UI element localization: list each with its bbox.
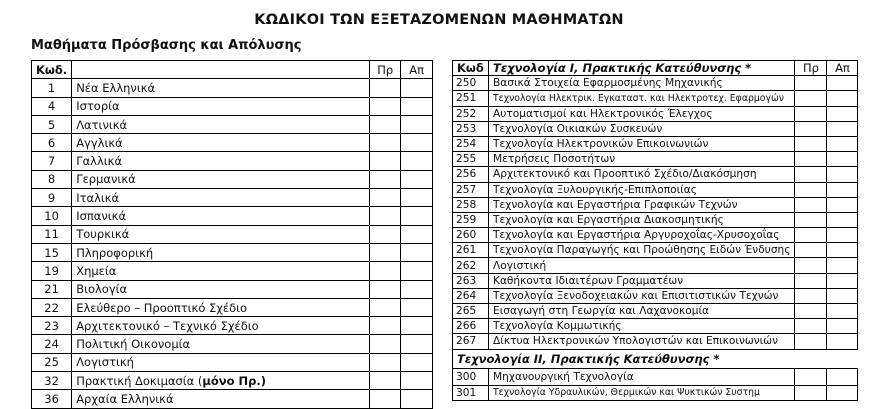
row-name: Τεχνολογία και Εργαστήρια Αργυροχοΐας-Χρυσοχοΐας [489, 228, 795, 243]
table-row [453, 243, 858, 258]
right-codes-table [452, 60, 858, 401]
row-name: Τεχνολογία και Εργαστήρια Γραφικών Τεχνών [489, 197, 795, 212]
row-name-text: Αρχαία Ελληνικά [76, 391, 174, 406]
row-name [72, 335, 370, 353]
row-ap-cell [401, 189, 433, 207]
table-row [453, 121, 858, 136]
row-pr-cell [795, 273, 827, 288]
row-name-bold: μόνο Πρ.) [202, 373, 266, 388]
section-row [453, 349, 858, 368]
row-name-text: Νέα Ελληνικά [76, 80, 156, 95]
table-row [453, 167, 858, 182]
row-code: 261 [453, 243, 489, 258]
row-name-text: Αρχιτεκτονικό – Τεχνικό Σχέδιο [76, 318, 259, 333]
row-name: Τεχνολογία Παραγωγής και Προώθησης Ειδών Ένδυσης [489, 243, 795, 258]
table-row [32, 335, 433, 353]
table-row [453, 152, 858, 167]
row-code: 257 [453, 182, 489, 197]
row-ap-cell [401, 134, 433, 152]
row-code: 6 [32, 134, 72, 152]
row-pr-cell [370, 298, 401, 316]
row-name: Μηχανουργική Τεχνολογία [489, 368, 795, 385]
row-name-text: Πρακτική Δοκιμασία ( [76, 373, 203, 388]
table-row [453, 182, 858, 197]
row-name-text: Γερμανικά [76, 172, 136, 187]
row-ap-cell [827, 197, 858, 212]
table-row [453, 385, 858, 400]
row-ap-cell [827, 167, 858, 182]
row-code: 25 [32, 353, 72, 371]
row-code: 10 [32, 207, 72, 225]
table-row [453, 304, 858, 319]
row-name [72, 390, 370, 408]
row-name [72, 353, 370, 371]
row-name-text: Ισπανικά [76, 209, 127, 224]
table-row [32, 390, 433, 408]
row-name: Δίκτυα Ηλεκτρονικών Υπολογιστών και Επικοινωνιών [489, 334, 795, 349]
row-pr-cell [795, 288, 827, 303]
page-title: ΚΩΔΙΚΟΙ ΤΩΝ ΕΞΕΤΑΖΟΜΕΝΩΝ ΜΑΘΗΜΑΤΩΝ [254, 12, 624, 28]
table-row [453, 197, 858, 212]
table-row [32, 353, 433, 371]
row-ap-cell [401, 170, 433, 188]
row-code: 256 [453, 167, 489, 182]
row-name [72, 298, 370, 316]
row-pr-cell [795, 319, 827, 334]
row-code: 4 [32, 97, 72, 115]
section-heading: Τεχνολογία ΙΙ, Πρακτικής Κατεύθυνσης * [453, 349, 858, 368]
row-name: Λογιστική [489, 258, 795, 273]
row-pr-cell [795, 228, 827, 243]
header-name-text: Τεχνολογία Ι, Πρακτικής Κατεύθυνσης [493, 61, 742, 76]
table-row [32, 115, 433, 133]
table-row [32, 134, 433, 152]
row-pr-cell [370, 390, 401, 408]
table-row [32, 79, 433, 97]
row-code: 36 [32, 390, 72, 408]
row-pr-cell [795, 152, 827, 167]
row-pr-cell [370, 134, 401, 152]
row-name [72, 115, 370, 133]
row-ap-cell [827, 212, 858, 227]
row-name-text: Πολιτική Οικονομία [76, 337, 191, 352]
row-name: Εισαγωγή στη Γεωργία και Λαχανοκομία [489, 304, 795, 319]
row-ap-cell [827, 106, 858, 121]
row-name [72, 189, 370, 207]
row-code: 258 [453, 197, 489, 212]
row-name: Αυτοματισμοί και Ηλεκτρονικός Έλεγχος [489, 106, 795, 121]
row-pr-cell [370, 79, 401, 97]
table-row [453, 368, 858, 385]
row-name [72, 97, 370, 115]
left-codes-table [31, 60, 433, 409]
header-pr: Πρ [370, 61, 401, 79]
row-ap-cell [401, 317, 433, 335]
row-name [72, 243, 370, 261]
table-row [32, 207, 433, 225]
table-row [32, 243, 433, 261]
row-ap-cell [401, 372, 433, 390]
row-code: 253 [453, 121, 489, 136]
row-ap-cell [401, 390, 433, 408]
row-code: 263 [453, 273, 489, 288]
row-code: 262 [453, 258, 489, 273]
row-pr-cell [370, 335, 401, 353]
row-code: 19 [32, 262, 72, 280]
row-code: 265 [453, 304, 489, 319]
row-code: 251 [453, 91, 489, 106]
row-pr-cell [370, 189, 401, 207]
row-name-text: Λογιστική [76, 355, 134, 370]
row-pr-cell [795, 212, 827, 227]
row-name-text: Ιταλικά [76, 190, 120, 205]
row-code: 254 [453, 136, 489, 151]
table-row [453, 319, 858, 334]
row-pr-cell [795, 368, 827, 385]
row-ap-cell [827, 334, 858, 349]
row-code: 252 [453, 106, 489, 121]
header-name [72, 61, 370, 79]
row-code: 5 [32, 115, 72, 133]
row-code: 8 [32, 170, 72, 188]
row-ap-cell [827, 91, 858, 106]
header-pr: Πρ [795, 61, 827, 76]
header-star: * [741, 61, 752, 76]
table-row [453, 136, 858, 151]
row-name: Τεχνολογία Ξυλουργικής-Επιπλοποιίας [489, 182, 795, 197]
table-row [32, 189, 433, 207]
row-code: 250 [453, 76, 489, 91]
row-pr-cell [795, 385, 827, 400]
row-pr-cell [370, 115, 401, 133]
table-row [32, 317, 433, 335]
table-row [32, 298, 433, 316]
row-ap-cell [401, 152, 433, 170]
row-name [72, 79, 370, 97]
row-name-text: Γαλλικά [76, 154, 123, 169]
row-name: Τεχνολογία Κομμωτικής [489, 319, 795, 334]
table-row [32, 262, 433, 280]
row-pr-cell [795, 167, 827, 182]
row-ap-cell [827, 258, 858, 273]
row-ap-cell [827, 243, 858, 258]
row-pr-cell [795, 304, 827, 319]
row-ap-cell [401, 353, 433, 371]
row-code: 21 [32, 280, 72, 298]
row-ap-cell [401, 97, 433, 115]
row-pr-cell [795, 182, 827, 197]
table-row [32, 280, 433, 298]
row-code: 32 [32, 372, 72, 390]
row-code: 300 [453, 368, 489, 385]
row-pr-cell [795, 197, 827, 212]
table-row [32, 170, 433, 188]
row-code: 15 [32, 243, 72, 261]
row-ap-cell [827, 152, 858, 167]
row-name-text: Αγγλικά [76, 135, 123, 150]
row-ap-cell [401, 79, 433, 97]
row-name [72, 225, 370, 243]
table-row [32, 225, 433, 243]
row-pr-cell [795, 258, 827, 273]
row-code: 7 [32, 152, 72, 170]
row-name: Τεχνολογία Ηλεκτρικ. Εγκαταστ. και Ηλεκτροτεχ. Εφαρμογών [489, 91, 795, 106]
row-ap-cell [401, 243, 433, 261]
row-pr-cell [370, 207, 401, 225]
row-name: Τεχνολογία Υδραυλικών, Θερμικών και Ψυκτικών Συστημ [489, 385, 795, 400]
row-name [72, 372, 370, 390]
row-ap-cell [827, 368, 858, 385]
row-name: Αρχιτεκτονικό και Προοπτικό Σχέδιο/Διακόσμηση [489, 167, 795, 182]
row-code: 264 [453, 288, 489, 303]
row-ap-cell [827, 319, 858, 334]
row-pr-cell [370, 243, 401, 261]
header-code: Κωδ. [32, 61, 72, 79]
row-name: Τεχνολογία Ηλεκτρονικών Επικοινωνιών [489, 136, 795, 151]
section-subtitle: Μαθήματα Πρόσβασης και Απόλυσης [31, 38, 302, 53]
row-name-text: Ιστορία [76, 99, 120, 114]
row-pr-cell [370, 262, 401, 280]
row-pr-cell [795, 106, 827, 121]
row-ap-cell [827, 304, 858, 319]
row-ap-cell [401, 335, 433, 353]
row-ap-cell [827, 385, 858, 400]
row-name-text: Λατινικά [76, 117, 128, 132]
table-row [453, 334, 858, 349]
row-code: 267 [453, 334, 489, 349]
row-name [72, 262, 370, 280]
row-ap-cell [401, 280, 433, 298]
row-pr-cell [795, 91, 827, 106]
row-pr-cell [370, 280, 401, 298]
row-name [72, 280, 370, 298]
row-ap-cell [827, 136, 858, 151]
row-code: 301 [453, 385, 489, 400]
row-pr-cell [370, 317, 401, 335]
row-name-text: Βιολογία [76, 282, 128, 297]
row-code: 23 [32, 317, 72, 335]
header-name [489, 61, 795, 76]
table-row [32, 97, 433, 115]
row-pr-cell [370, 353, 401, 371]
row-name [72, 152, 370, 170]
row-name-text: Χημεία [76, 263, 117, 278]
table-row [453, 228, 858, 243]
row-pr-cell [370, 372, 401, 390]
row-name: Βασικά Στοιχεία Εφαρμοσμένης Μηχανικής [489, 76, 795, 91]
row-code: 22 [32, 298, 72, 316]
row-name: Καθήκοντα Ιδιαιτέρων Γραμματέων [489, 273, 795, 288]
row-name [72, 134, 370, 152]
row-ap-cell [401, 207, 433, 225]
row-code: 9 [32, 189, 72, 207]
table-header-row [32, 61, 433, 79]
row-code: 260 [453, 228, 489, 243]
row-ap-cell [827, 273, 858, 288]
table-row [453, 106, 858, 121]
table-row [32, 372, 433, 390]
header-code: Κωδ [453, 61, 489, 76]
table-row [453, 212, 858, 227]
row-pr-cell [795, 334, 827, 349]
row-pr-cell [370, 152, 401, 170]
row-name-text: Ελεύθερο – Προοπτικό Σχέδιο [76, 300, 248, 315]
row-ap-cell [827, 288, 858, 303]
row-code: 24 [32, 335, 72, 353]
row-pr-cell [370, 225, 401, 243]
row-ap-cell [827, 182, 858, 197]
row-ap-cell [827, 228, 858, 243]
row-pr-cell [370, 97, 401, 115]
row-name: Τεχνολογία Οικιακών Συσκευών [489, 121, 795, 136]
row-code: 266 [453, 319, 489, 334]
row-name [72, 317, 370, 335]
header-ap: Απ [401, 61, 433, 79]
row-pr-cell [795, 121, 827, 136]
row-ap-cell [401, 115, 433, 133]
row-name: Τεχνολογία και Εργαστήρια Διακοσμητικής [489, 212, 795, 227]
row-name-text: Τουρκικά [76, 227, 130, 242]
row-ap-cell [827, 121, 858, 136]
row-name: Μετρήσεις Ποσοτήτων [489, 152, 795, 167]
row-ap-cell [401, 225, 433, 243]
row-code: 259 [453, 212, 489, 227]
row-pr-cell [370, 170, 401, 188]
row-pr-cell [795, 243, 827, 258]
table-header-row [453, 61, 858, 76]
table-row [453, 288, 858, 303]
row-pr-cell [795, 136, 827, 151]
row-name: Τεχνολογία Ξενοδοχειακών και Επισιτιστικών Τεχνών [489, 288, 795, 303]
table-row [453, 273, 858, 288]
row-ap-cell [401, 262, 433, 280]
row-ap-cell [827, 76, 858, 91]
row-code: 1 [32, 79, 72, 97]
row-name [72, 170, 370, 188]
row-pr-cell [795, 76, 827, 91]
table-row [32, 152, 433, 170]
row-ap-cell [401, 298, 433, 316]
row-name [72, 207, 370, 225]
row-code: 255 [453, 152, 489, 167]
header-ap: Απ [827, 61, 858, 76]
table-row [453, 258, 858, 273]
table-row [453, 76, 858, 91]
row-name-text: Πληροφορική [76, 245, 154, 260]
row-code: 11 [32, 225, 72, 243]
table-row [453, 91, 858, 106]
